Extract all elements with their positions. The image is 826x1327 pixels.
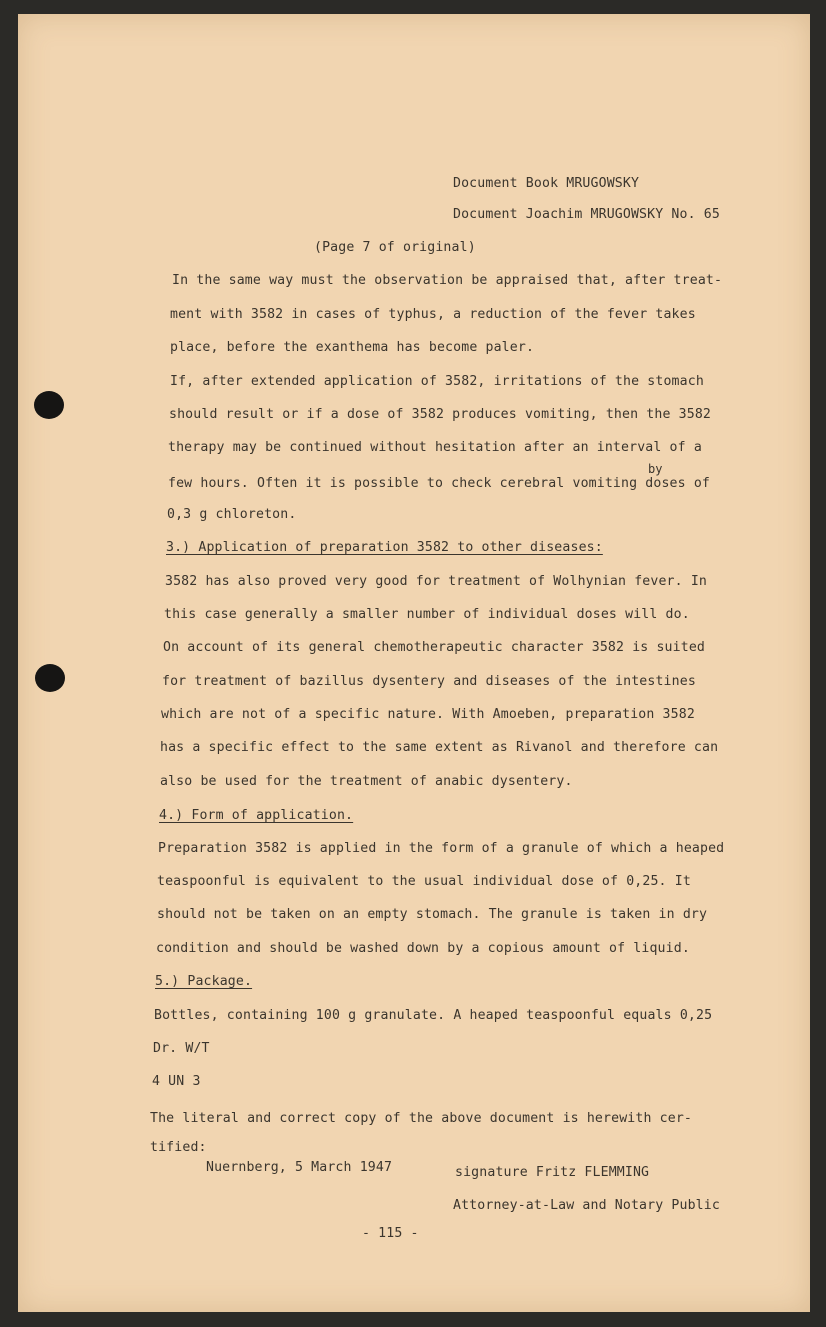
paragraph-line: If, after extended application of 3582, irritations of the stomach (170, 374, 704, 389)
page-reference: (Page 7 of original) (314, 240, 476, 255)
document-book-label: Document Book MRUGOWSKY (453, 176, 640, 191)
page-number: - 115 - (362, 1226, 419, 1241)
section-3-line: this case generally a smaller number of individual doses will do. (164, 607, 690, 622)
paragraph-line: should result or if a dose of 3582 produces vomiting, then the 3582 (169, 407, 711, 422)
section-4-line: should not be taken on an empty stomach. The granule is taken in dry (157, 907, 708, 922)
section-5-heading: 5.) Package. (155, 974, 253, 989)
section-3-line: 3582 has also proved very good for treatment of Wolhynian fever. In (165, 574, 707, 589)
notary-title: Attorney-at-Law and Notary Public (453, 1198, 720, 1213)
signature-line: signature Fritz FLEMMING (455, 1165, 650, 1180)
punch-hole-bottom (35, 664, 65, 692)
section-4-heading: 4.) Form of application. (159, 808, 354, 823)
section-3-line: On account of its general chemotherapeutic character 3582 is suited (163, 640, 705, 655)
paragraph-line: few hours. Often it is possible to check cerebral vomiting doses of (168, 476, 710, 491)
paragraph-line: In the same way must the observation be appraised that, after treat- (172, 273, 723, 288)
initials: Dr. W/T (153, 1041, 210, 1056)
place-date: Nuernberg, 5 March 1947 (206, 1160, 393, 1175)
document-number-label: Document Joachim MRUGOWSKY No. 65 (453, 207, 720, 222)
paragraph-line: therapy may be continued without hesitation after an interval of a (168, 440, 702, 455)
section-3-line: for treatment of bazillus dysentery and diseases of the intestines (162, 674, 696, 689)
section-3-line: which are not of a specific nature. With Amoeben, preparation 3582 (161, 707, 695, 722)
paragraph-line: 0,3 g chloreton. (167, 507, 297, 522)
section-3-line: has a specific effect to the same extent as Rivanol and therefore can (160, 740, 719, 755)
reference-code: 4 UN 3 (152, 1074, 201, 1089)
section-3-line: also be used for the treatment of anabic dysentery. (160, 774, 573, 789)
handwritten-insert-by: by (648, 462, 663, 476)
section-4-line: condition and should be washed down by a copious amount of liquid. (156, 941, 690, 956)
paragraph-line: ment with 3582 in cases of typhus, a reduction of the fever takes (170, 307, 696, 322)
section-4-line: teaspoonful is equivalent to the usual individual dose of 0,25. It (157, 874, 691, 889)
certification-line: The literal and correct copy of the above document is herewith cer- (150, 1111, 692, 1126)
section-4-line: Preparation 3582 is applied in the form of a granule of which a heaped (158, 841, 725, 856)
section-5-line: Bottles, containing 100 g granulate. A heaped teaspoonful equals 0,25 (154, 1008, 713, 1023)
paragraph-line: place, before the exanthema has become paler. (170, 340, 535, 355)
punch-hole-top (34, 391, 64, 419)
certification-line: tified: (150, 1140, 207, 1155)
section-3-heading: 3.) Application of preparation 3582 to other diseases: (166, 540, 603, 555)
